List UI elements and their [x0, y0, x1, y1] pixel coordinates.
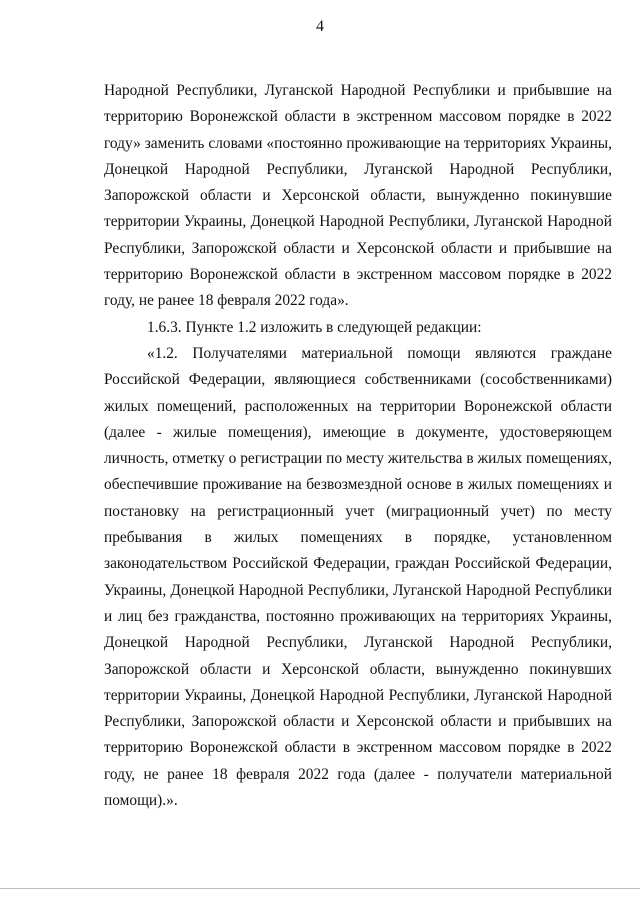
text-line: году, не ранее 18 февраля 2022 года (далее - получатели материальной — [104, 765, 612, 783]
text-line: личность, отметку о регистрации по месту жительства в жилых помещениях, — [104, 450, 612, 468]
text-line: пребывания в жилых помещениях в порядке, установленном — [104, 529, 612, 547]
text-line: территории Украины, Донецкой Народной Республики, Луганской Народной — [104, 213, 612, 231]
text-line: Украины, Донецкой Народной Республики, Луганской Народной Республики — [104, 581, 612, 599]
text-line: Запорожской области и Херсонской области, вынужденно покинувшие — [104, 187, 612, 205]
bottom-divider — [0, 888, 640, 889]
text-line: Республики, Запорожской области и Херсонской области и прибывшие на — [104, 239, 612, 257]
document-body — [104, 78, 612, 814]
text-line: году» заменить словами «постоянно проживающие на территориях Украины, — [104, 134, 612, 152]
text-line: «1.2. Получателями материальной помощи являются граждане — [147, 344, 612, 362]
text-line: территорию Воронежской области в экстренном массовом порядке в 2022 — [104, 739, 612, 757]
text-line: территорию Воронежской области в экстренном массовом порядке в 2022 — [104, 266, 612, 284]
text-line: территорию Воронежской области в экстренном массовом порядке в 2022 — [104, 108, 612, 126]
paragraph-item-1-2 — [104, 341, 612, 814]
text-line: постановку на регистрационный учет (миграционный учет) по месту — [104, 502, 612, 520]
text-line: (далее - жилые помещения), имеющие в документе, удостоверяющем — [104, 423, 612, 441]
text-line: Донецкой Народной Республики, Луганской Народной Республики, — [104, 160, 612, 178]
text-line: Российской Федерации, являющиеся собственниками (сособственниками) — [104, 371, 612, 389]
text-line: помощи).». — [104, 792, 178, 810]
text-line: Донецкой Народной Республики, Луганской Народной Республики, — [104, 634, 612, 652]
text-line: году, не ранее 18 февраля 2022 года». — [104, 292, 349, 310]
text-line: жилых помещений, расположенных на территории Воронежской области — [104, 397, 612, 415]
paragraph-continuation — [104, 78, 612, 315]
text-line: Народной Республики, Луганской Народной Республики и прибывшие на — [104, 82, 612, 99]
text-line: Запорожской области и Херсонской области, вынужденно покинувших — [104, 660, 612, 678]
text-line: 1.6.3. Пункте 1.2 изложить в следующей редакции: — [147, 318, 482, 336]
text-line: территории Украины, Донецкой Народной Республики, Луганской Народной — [104, 686, 612, 704]
page-number: 4 — [316, 18, 324, 35]
text-line: и лиц без гражданства, постоянно проживающих на территориях Украины, — [104, 607, 612, 625]
text-line: обеспечившие проживание на безвозмездной основе в жилых помещениях и — [104, 476, 612, 494]
text-line: Республики, Запорожской области и Херсонской области и прибывших на — [104, 713, 612, 731]
text-line: законодательством Российской Федерации, граждан Российской Федерации, — [104, 555, 612, 573]
paragraph-item-1-6-3 — [104, 315, 612, 341]
